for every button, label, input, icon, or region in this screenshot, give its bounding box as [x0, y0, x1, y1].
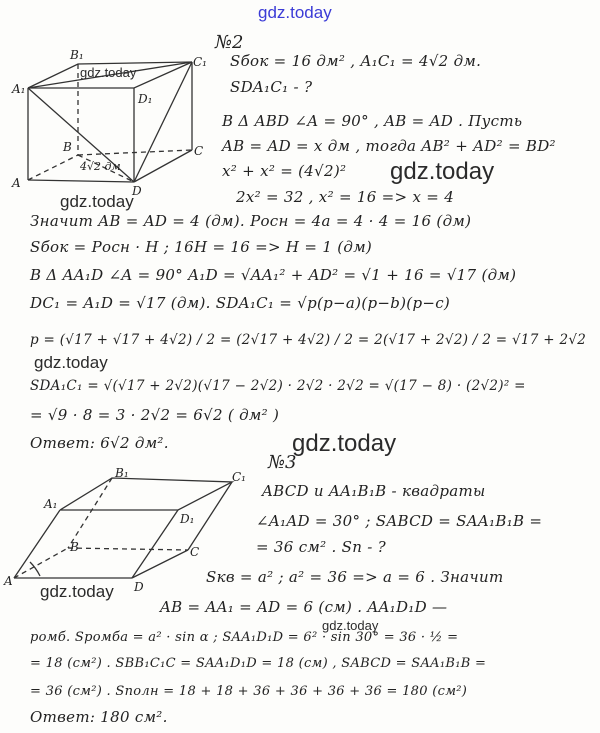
parallelepiped-figure — [0, 0, 260, 600]
problem3-line: Sкв = a² ; a² = 36 => a = 6 . Значит — [206, 568, 504, 586]
vertex-label: D — [134, 580, 144, 594]
problem3-line: Ответ: 180 см². — [30, 708, 168, 726]
vertex-label: D₁ — [180, 512, 195, 526]
problem2-line: Sбок = Pосн · H ; 16H = 16 => H = 1 (дм) — [30, 238, 373, 256]
problem2-line: Ответ: 6√2 дм². — [30, 434, 169, 452]
watermark: gdz.today — [322, 618, 379, 633]
problem2-line: В Δ ABD ∠A = 90° , AB = AD . Пусть — [222, 112, 523, 130]
vertex-label: B — [70, 540, 79, 554]
problem2-line: 2x² = 32 , x² = 16 => x = 4 — [236, 188, 455, 206]
problem3-line: = 36 (см²) . Sполн = 18 + 18 + 36 + 36 + 36 + 36 = 180 (см²) — [30, 684, 468, 699]
watermark: gdz.today — [292, 430, 397, 457]
vertex-label: C — [194, 144, 204, 158]
problem3-line: ромб. Sромба = a² · sin α ; SAA₁D₁D = 6² · sin 30° = 36 · ½ = — [30, 630, 459, 645]
problem2-line: DC₁ = A₁D = √17 (дм). SDA₁C₁ = √p(p−a)(p−b)(p−c) — [30, 294, 451, 312]
watermark: gdz.today — [34, 353, 108, 372]
vertex-label: B — [63, 140, 72, 154]
vertex-label: C₁ — [232, 470, 246, 484]
watermark: gdz.today — [60, 192, 134, 211]
vertex-label: B₁ — [115, 466, 129, 480]
vertex-label: C₁ — [193, 55, 207, 69]
watermark: gdz.today — [40, 582, 114, 601]
vertex-label: A₁ — [12, 82, 26, 96]
diagonal-length-label: 4√2 дм — [80, 160, 121, 173]
problem-number: №2 — [215, 32, 244, 53]
vertex-label: A₁ — [44, 497, 58, 511]
vertex-label: C — [190, 545, 200, 559]
vertex-label: B₁ — [70, 48, 84, 62]
problem2-line: Значит AB = AD = 4 (дм). Pосн = 4a = 4 · 4 = 16 (дм) — [30, 212, 472, 230]
vertex-label: D — [132, 184, 142, 198]
problem3-line: = 36 см² . Sп - ? — [256, 538, 387, 556]
problem2-line: SDA₁C₁ = √(√17 + 2√2)(√17 − 2√2) · 2√2 · 2√2 = √(17 − 8) · (2√2)² = — [30, 378, 526, 394]
problem2-line: SDA₁C₁ - ? — [230, 78, 313, 96]
problem2-line: В Δ AA₁D ∠A = 90° A₁D = √AA₁² + AD² = √1 + 16 = √17 (дм) — [30, 266, 517, 284]
problem3-line: ABCD и AA₁B₁B - квадраты — [262, 482, 486, 500]
vertex-label: A — [12, 176, 21, 190]
watermark: gdz.today — [80, 65, 137, 80]
problem2-line: Sбок = 16 дм² , A₁C₁ = 4√2 дм. — [230, 52, 482, 70]
problem3-line: = 18 (см²) . SBB₁C₁C = SAA₁D₁D = 18 (см) , SABCD = SAA₁B₁B = — [30, 656, 487, 671]
watermark-top: gdz.today — [258, 3, 332, 22]
problem3-line: AB = AA₁ = AD = 6 (см) . AA₁D₁D — — [160, 598, 448, 616]
problem2-line: x² + x² = (4√2)² — [222, 162, 347, 180]
problem-number: №3 — [268, 452, 297, 473]
watermark: gdz.today — [390, 158, 495, 185]
problem3-line: ∠A₁AD = 30° ; SABCD = SAA₁B₁B = — [256, 512, 543, 530]
problem2-line: AB = AD = x дм , тогда AB² + AD² = BD² — [222, 137, 556, 155]
vertex-label: D₁ — [138, 92, 153, 106]
vertex-label: A — [4, 574, 13, 588]
problem2-line: p = (√17 + √17 + 4√2) / 2 = (2√17 + 4√2) / 2 = 2(√17 + 2√2) / 2 = √17 + 2√2 — [30, 332, 587, 348]
problem2-line: = √9 · 8 = 3 · 2√2 = 6√2 ( дм² ) — [30, 406, 280, 424]
